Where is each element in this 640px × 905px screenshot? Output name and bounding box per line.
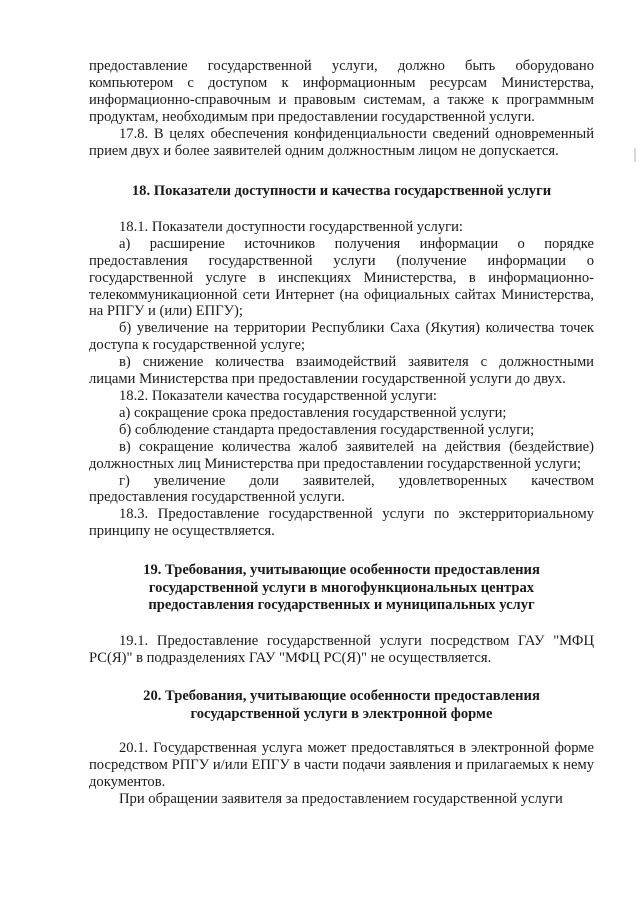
s18-paragraph: а) расширение источников получения информации о порядке предоставления государственной услуги (получение информации о государственной услуге в инспекциях Министерства, в информационно-телекоммуникационной сети Интернет (на официальных сайтах Министерства, на РПГУ и (или) ЕПГУ); <box>89 235 594 320</box>
s18-paragraph: б) соблюдение стандарта предоставления государственной услуги; <box>119 421 535 438</box>
section-19-title-line: предоставления государственных и муниципальных услуг <box>148 597 535 614</box>
s20-paragraph: При обращении заявителя за предоставлением государственной услуги <box>119 791 563 808</box>
section-20-title-line: государственной услуги в электронной форме <box>190 705 493 722</box>
section-19-title-line: государственной услуги в многофункциональных центрах <box>148 579 535 596</box>
s18-paragraph: 18.3. Предоставление государственной услуги по экстерриториальному принципу не осуществляется. <box>89 506 594 540</box>
section-20-title-line: 20. Требования, учитывающие особенности предоставления <box>143 688 540 705</box>
s20-paragraph: 20.1. Государственная услуга может предоставляться в электронной форме посредством РПГУ и/или ЕПГУ в части подачи заявления и прилагаемых к нему документов. <box>89 740 594 791</box>
s18-paragraph: в) снижение количества взаимодействий заявителя с должностными лицами Министерства при предоставлении государственной услуги до двух. <box>89 354 594 388</box>
s18-paragraph: г) увеличение доли заявителей, удовлетворенных качеством предоставления государственной услуги. <box>89 472 594 506</box>
intro-paragraph-1: предоставление государственной услуги, должно быть оборудовано компьютером с доступом к информационным ресурсам Министерства, информационно-справочным и правовым системам, а также к программным продуктам, необходимым при предоставлении государственной услуги. <box>89 58 594 125</box>
s18-paragraph: 18.2. Показатели качества государственной услуги: <box>119 388 437 404</box>
section-18-title: 18. Показатели доступности и качества государственной услуги <box>131 183 552 200</box>
section-20-title <box>89 688 594 723</box>
s18-paragraph: а) сокращение срока предоставления государственной услуги; <box>119 404 507 421</box>
s18-paragraph: 18.1. Показатели доступности государственной услуги: <box>119 218 463 235</box>
intro-paragraph-2: 17.8. В целях обеспечения конфиденциальности сведений одновременный прием двух и более заявителей одним должностным лицом не допускается. <box>89 125 594 159</box>
section-19-title <box>89 562 594 615</box>
s18-paragraph: б) увеличение на территории Республики Саха (Якутия) количества точек доступа к государственной услуге; <box>89 320 594 354</box>
section-19-title-line: 19. Требования, учитывающие особенности предоставления <box>143 562 540 579</box>
s18-paragraph: в) сокращение количества жалоб заявителей на действия (бездействие) должностных лиц Министерства при предоставлении государственной услуги; <box>89 438 594 472</box>
scan-mark <box>634 148 636 162</box>
s19-paragraph: 19.1. Предоставление государственной услуги посредством ГАУ "МФЦ РС(Я)" в подразделениях ГАУ "МФЦ РС(Я)" не осуществляется. <box>89 632 594 666</box>
